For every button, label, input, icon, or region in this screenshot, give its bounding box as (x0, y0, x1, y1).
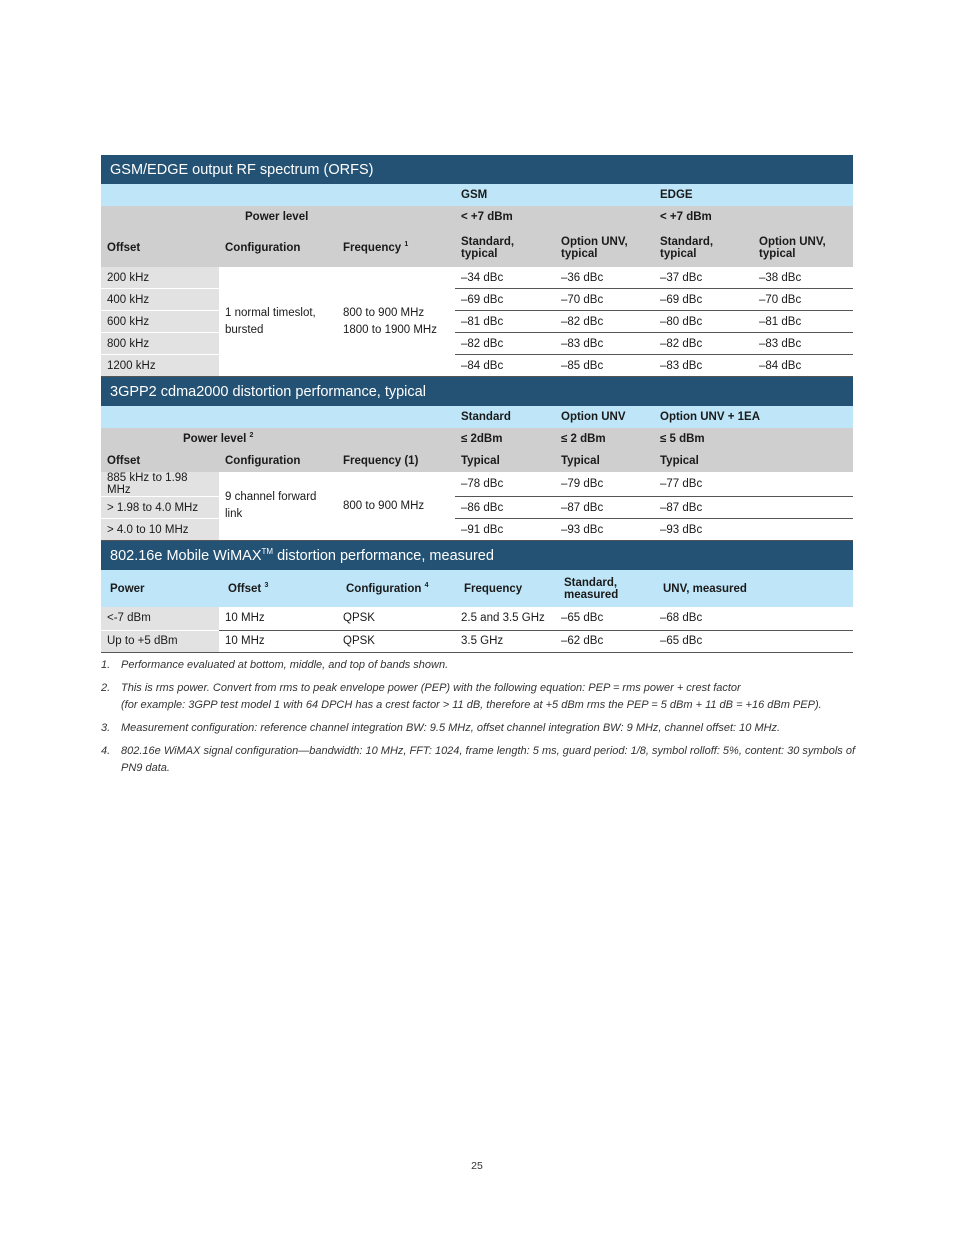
table-cell: –83 dBc (753, 333, 853, 355)
table-cell: 3.5 GHz (455, 630, 555, 652)
cdma-power-unv-1ea: ≤ 5 dBm (654, 428, 853, 450)
col-standard-measured: Standard, measured (555, 570, 654, 607)
table-cell: QPSK (337, 630, 455, 652)
table-row-offset: 800 kHz (101, 333, 219, 355)
table-cell: 10 MHz (219, 607, 337, 630)
table-cell: –70 dBc (753, 289, 853, 311)
cdma-configuration: 9 channel forward link (219, 472, 337, 541)
col-edge-standard: Standard, typical (654, 228, 753, 267)
col-typical: Typical (654, 450, 853, 472)
table-row-offset: > 1.98 to 4.0 MHz (101, 497, 219, 519)
table-cell: –87 dBc (555, 497, 654, 519)
table-cell: –69 dBc (654, 289, 753, 311)
table-cell: –93 dBc (654, 519, 853, 541)
table-cell: –93 dBc (555, 519, 654, 541)
table-row-power: Up to +5 dBm (101, 630, 219, 652)
col-offset: Offset (101, 228, 219, 267)
table-cell: –68 dBc (654, 607, 853, 630)
table-cell: –82 dBc (555, 311, 654, 333)
gsm-edge-orfs-table (101, 155, 853, 377)
col-typical: Typical (555, 450, 654, 472)
table-cell: –84 dBc (753, 355, 853, 377)
table-row-offset: 600 kHz (101, 311, 219, 333)
table-cell: –78 dBc (455, 472, 555, 497)
cdma-unv-1ea-header: Option UNV + 1EA (654, 406, 853, 428)
table-cell: –69 dBc (455, 289, 555, 311)
table-cell: –81 dBc (753, 311, 853, 333)
gsm-configuration: 1 normal timeslot, bursted (219, 267, 337, 377)
spec-tables (101, 155, 853, 653)
table-row-offset: 885 kHz to 1.98 MHz (101, 472, 219, 497)
table-cell: –70 dBc (555, 289, 654, 311)
table-row-offset: 200 kHz (101, 267, 219, 289)
table-cell: –36 dBc (555, 267, 654, 289)
cdma-unv-header: Option UNV (555, 406, 654, 428)
cdma-standard-header: Standard (455, 406, 555, 428)
footnote: 1. Performance evaluated at bottom, middle, and top of bands shown. (101, 659, 449, 671)
table-cell: –83 dBc (654, 355, 753, 377)
table-cell: –84 dBc (455, 355, 555, 377)
col-power: Power (101, 570, 219, 607)
table-row-offset: 400 kHz (101, 289, 219, 311)
gsm-group-header: GSM (455, 184, 654, 206)
cdma-power-level-label: Power level $^2$ (101, 428, 455, 450)
col-frequency: Frequency (1) (337, 450, 455, 472)
table-cell: 2.5 and 3.5 GHz (455, 607, 555, 630)
wimax-distortion-table (101, 541, 853, 653)
table-row-power: <-7 dBm (101, 607, 219, 630)
table-cell: –81 dBc (455, 311, 555, 333)
gsm-power-level: < +7 dBm (455, 206, 654, 228)
gsm-frequency: 800 to 900 MHz 1800 to 1900 MHz (337, 267, 455, 377)
footnote: 2. This is rms power. Convert from rms to peak envelope power (PEP) with the following equation: PEP = rms power + crest factor (for example: 3GPP test model 1 with 64 DPCH has a crest factor > 11 dB, therefore at +5 dBm rms the PEP = 5 dBm + 11 dB = +16 dBm PEP). (101, 682, 822, 711)
table-cell: –79 dBc (555, 472, 654, 497)
col-configuration: Configuration (219, 228, 337, 267)
footnote: 4. 802.16e WiMAX signal configuration—bandwidth: 10 MHz, FFT: 1024, frame length: 5 ms, guard period: 1/8, symbol rolloff: 5%, content: 30 symbols of PN9 data. (101, 745, 856, 774)
table-cell: –65 dBc (555, 607, 654, 630)
page-number: 25 (471, 1160, 483, 1172)
table-cell: –62 dBc (555, 630, 654, 652)
cdma-power-standard: ≤ 2dBm (455, 428, 555, 450)
footnotes (101, 657, 861, 783)
gsm-table-title: GSM/EDGE output RF spectrum (ORFS) (101, 155, 853, 184)
table-cell: –91 dBc (455, 519, 555, 541)
col-gsm-standard: Standard, typical (455, 228, 555, 267)
col-configuration: Configuration $^4$ (337, 570, 455, 607)
col-configuration: Configuration (219, 450, 337, 472)
col-typical: Typical (455, 450, 555, 472)
table-cell: –34 dBc (455, 267, 555, 289)
cdma2000-distortion-table (101, 377, 853, 541)
table-cell: –85 dBc (555, 355, 654, 377)
col-offset: Offset (101, 450, 219, 472)
col-frequency: Frequency (455, 570, 555, 607)
col-unv-measured: UNV, measured (654, 570, 853, 607)
edge-group-header: EDGE (654, 184, 853, 206)
cdma-power-unv: ≤ 2 dBm (555, 428, 654, 450)
table-cell: –86 dBc (455, 497, 555, 519)
table-cell: –77 dBc (654, 472, 853, 497)
table-cell: –82 dBc (455, 333, 555, 355)
table-cell: 10 MHz (219, 630, 337, 652)
table-cell: –37 dBc (654, 267, 753, 289)
table-cell: –80 dBc (654, 311, 753, 333)
footnote: 3. Measurement configuration: reference channel integration BW: 9.5 MHz, offset channel integration BW: 9 MHz, channel offset: 10 MHz. (101, 722, 781, 734)
col-gsm-unv: Option UNV, typical (555, 228, 654, 267)
power-level-label: Power level (101, 206, 455, 228)
table-cell: –82 dBc (654, 333, 753, 355)
table-cell: –65 dBc (654, 630, 853, 652)
table-row-offset: 1200 kHz (101, 355, 219, 377)
cdma-frequency: 800 to 900 MHz (337, 472, 455, 541)
table-cell: –38 dBc (753, 267, 853, 289)
table-cell: QPSK (337, 607, 455, 630)
table-cell: –83 dBc (555, 333, 654, 355)
cdma-table-title: 3GPP2 cdma2000 distortion performance, typical (101, 377, 853, 406)
edge-power-level: < +7 dBm (654, 206, 853, 228)
table-row-offset: > 4.0 to 10 MHz (101, 519, 219, 541)
col-frequency: Frequency $^1$ (337, 228, 455, 267)
wimax-table-title: 802.16e Mobile WiMAX™ distortion performance, measured (101, 541, 853, 570)
col-offset: Offset $^3$ (219, 570, 337, 607)
col-edge-unv: Option UNV, typical (753, 228, 853, 267)
table-cell: –87 dBc (654, 497, 853, 519)
